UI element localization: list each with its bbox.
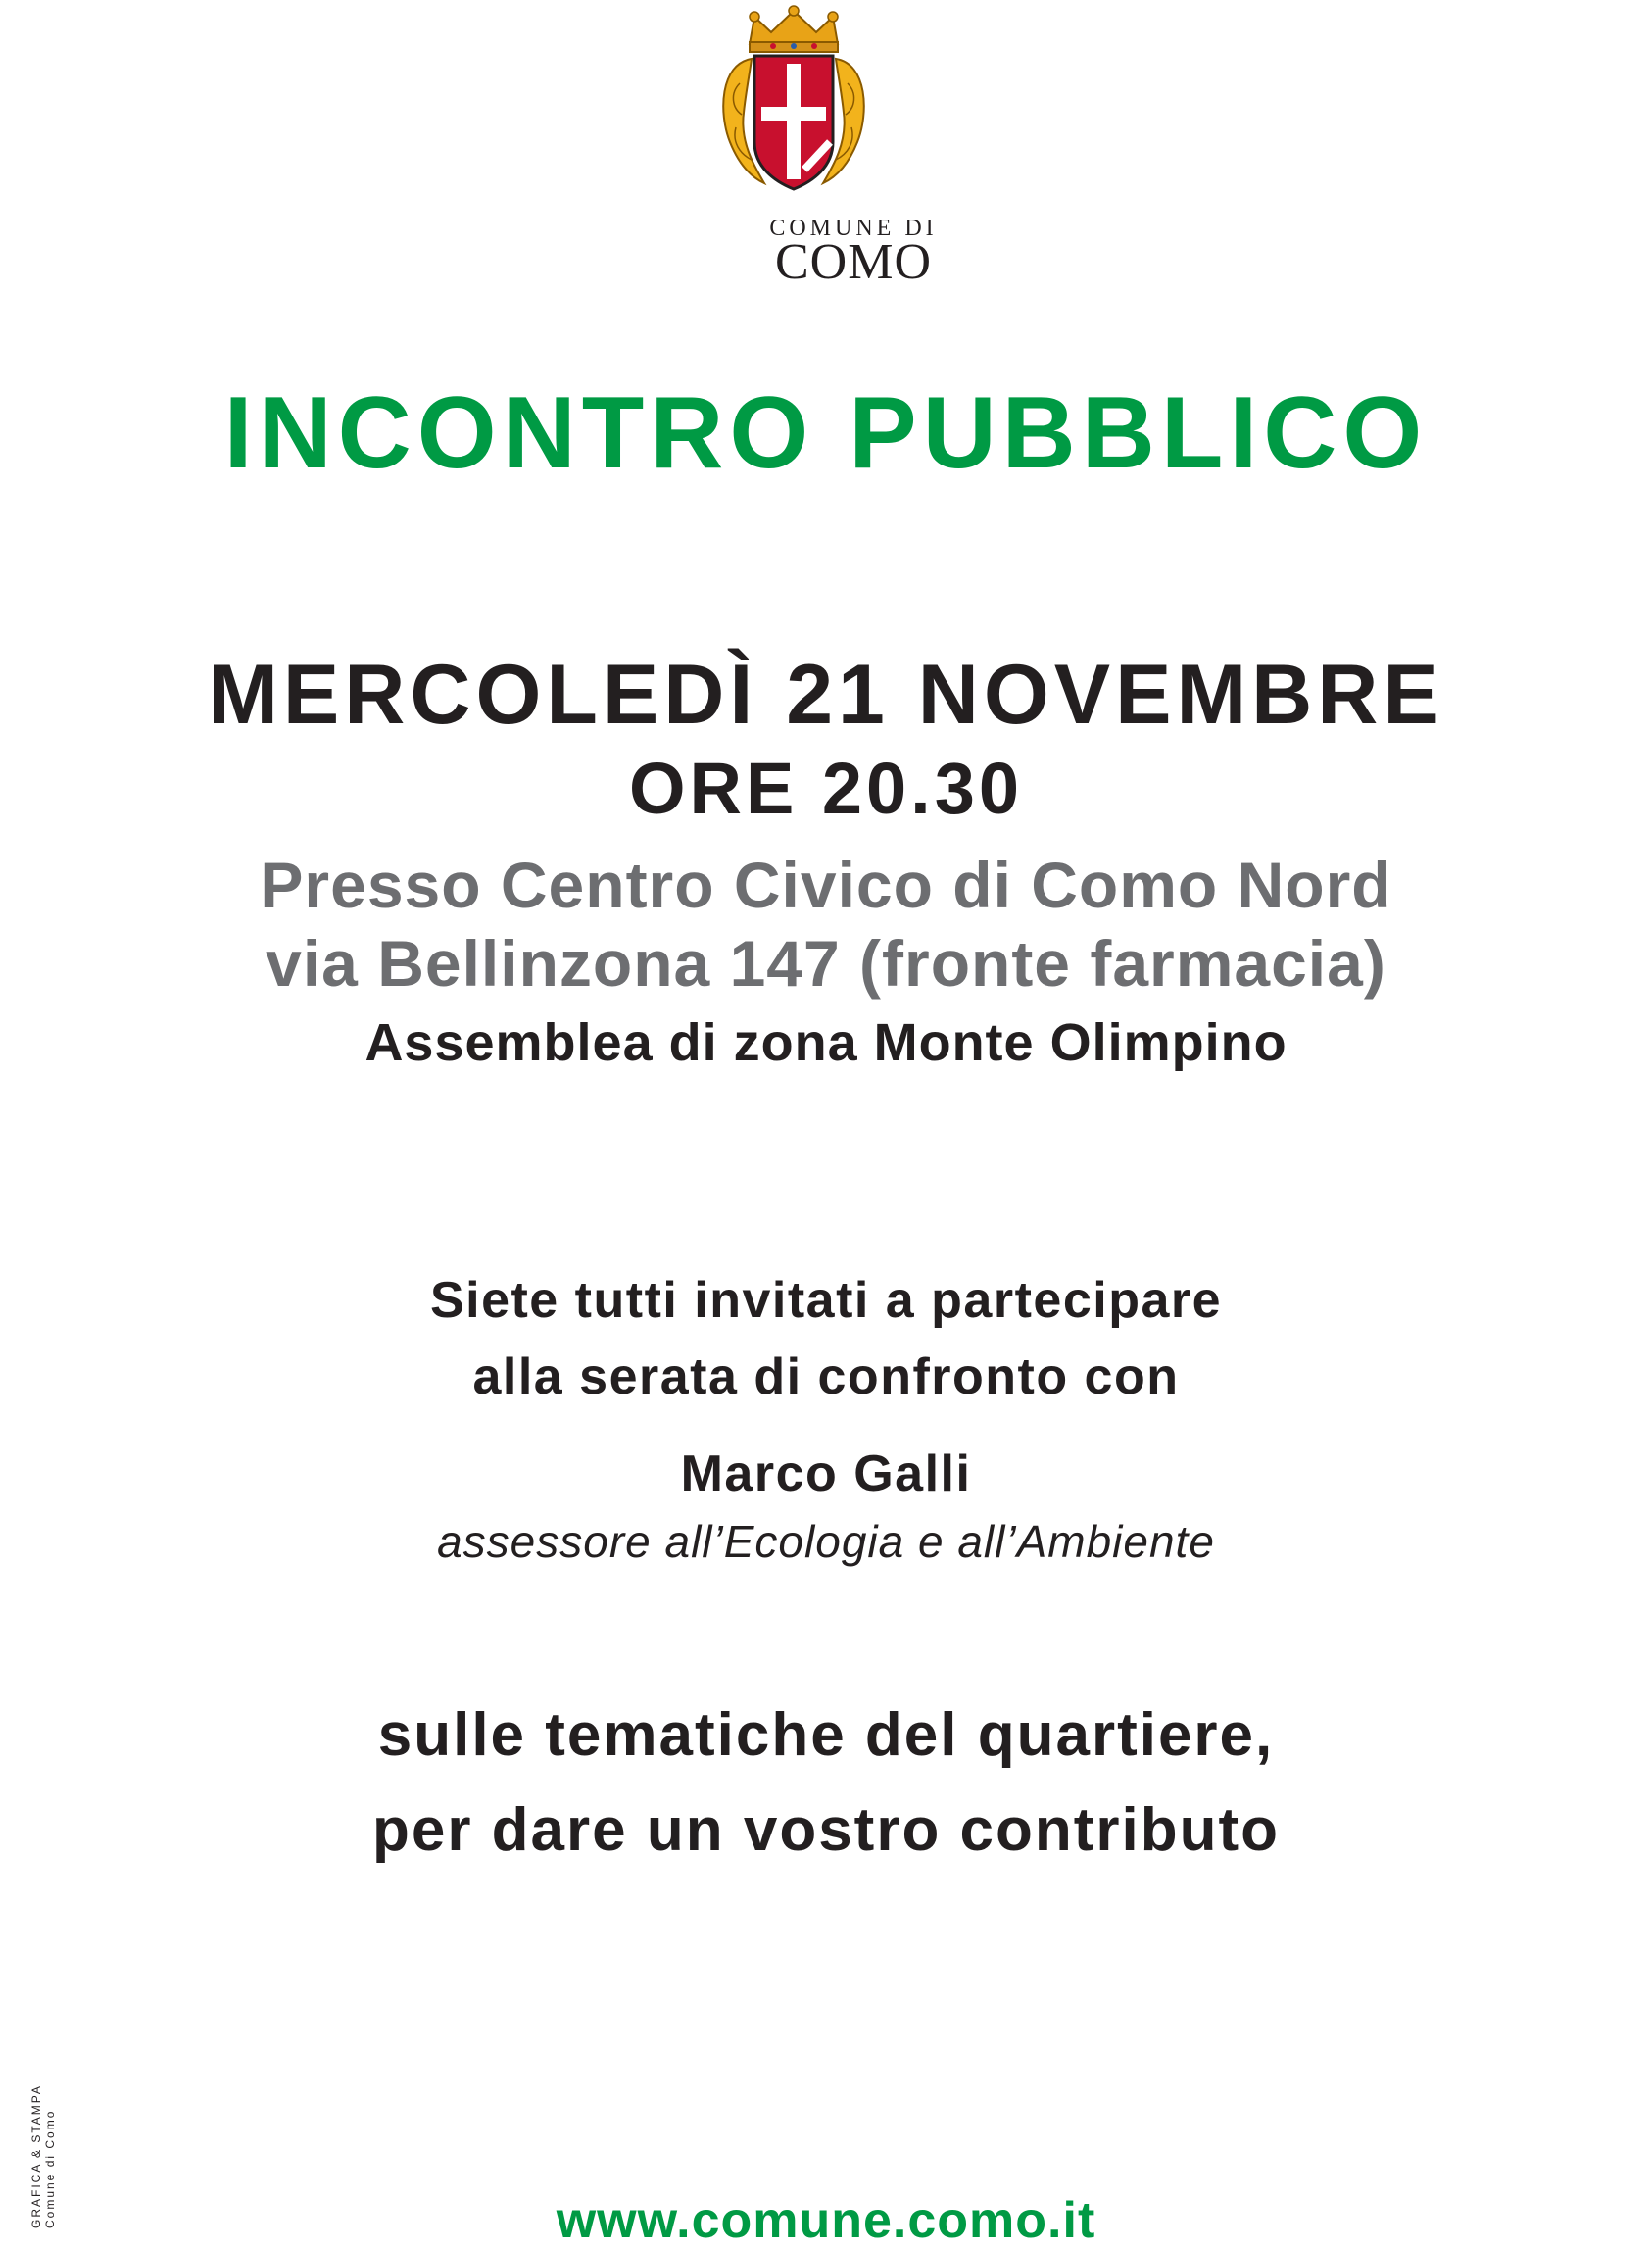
event-zone: Assemblea di zona Monte Olimpino	[364, 1013, 1288, 1072]
invitation-line1: Siete tutti invitati a partecipare	[429, 1272, 1223, 1329]
event-location-line2: via Bellinzona 147 (fronte farmacia)	[266, 927, 1386, 1000]
print-credit-line1: GRAFICA & STAMPA	[29, 2084, 43, 2228]
shield-icon	[754, 56, 833, 189]
como-coat-of-arms-icon	[710, 5, 877, 196]
topic-line1: sulle tematiche del quartiere,	[377, 1701, 1275, 1769]
invitation-line2: alla serata di confronto con	[472, 1348, 1180, 1405]
org-name-line2: COMO	[774, 234, 933, 290]
event-location-line1: Presso Centro Civico di Como Nord	[260, 849, 1392, 921]
crown-icon	[750, 6, 838, 52]
website-link[interactable]: www.comune.como.it	[556, 2192, 1096, 2249]
org-name-line1: COMUNE DI	[769, 216, 938, 241]
topic-line2: per dare un vostro contributo	[371, 1796, 1281, 1864]
page-title: INCONTRO PUBBLICO	[223, 376, 1429, 490]
event-time: ORE 20.30	[628, 748, 1024, 829]
speaker-role: assessore all’Ecologia e all’Ambiente	[437, 1516, 1215, 1567]
event-date: MERCOLEDÌ 21 NOVEMBRE	[208, 648, 1444, 742]
print-credit-line2: Comune di Como	[43, 2109, 57, 2228]
speaker-name: Marco Galli	[680, 1445, 972, 1502]
